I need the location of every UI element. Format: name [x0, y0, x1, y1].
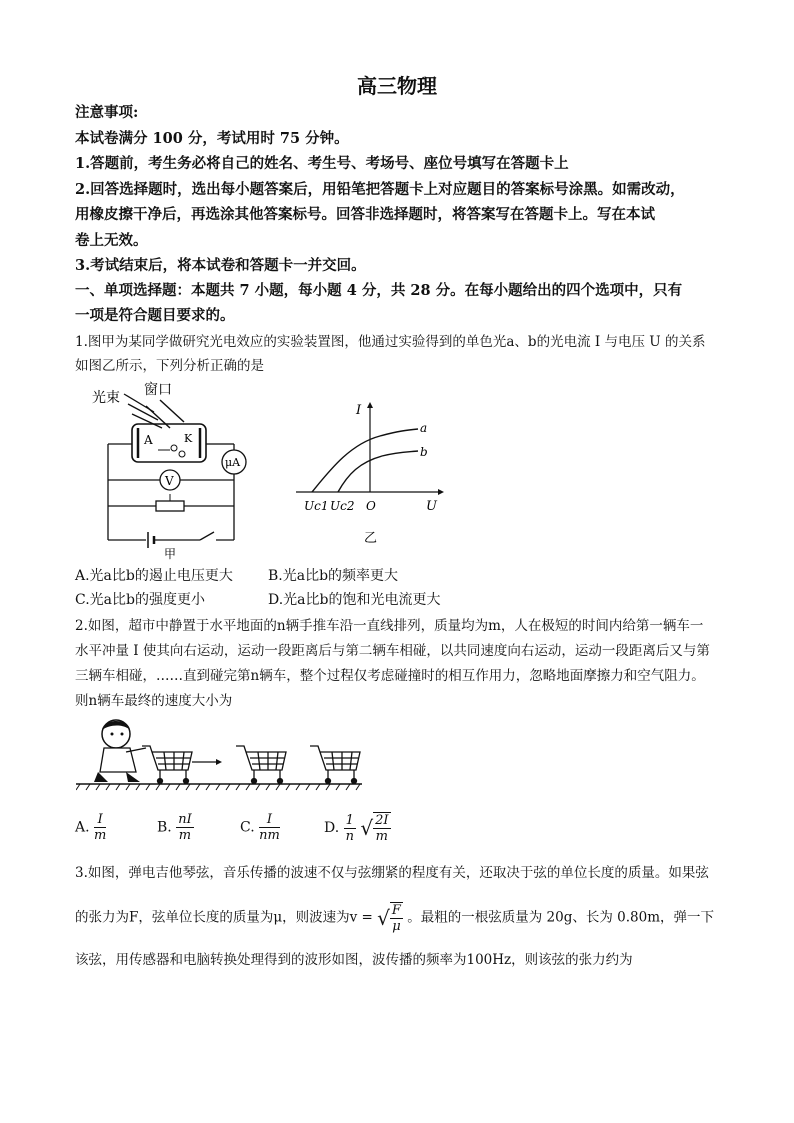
question-text: 的张力为F，弦单位长度的质量为μ，则波速为v = √ $\frac{F}{\mu}$ 。最粗的一根弦质量为 20g、长为 0.80m，弹一下: [75, 903, 715, 934]
question-text: 水平冲量 I 使其向右运动，运动一段距离后与第二辆车相碰，以共同速度向右运动，运动一段距离后又与第: [75, 643, 710, 659]
figure-caption: 甲: [164, 547, 177, 560]
option-c: C. $\frac{I}{nm}$: [240, 812, 280, 843]
notice-line: 卷上无效。: [75, 232, 148, 249]
notice-heading: 注意事项:: [75, 104, 139, 121]
uc2-label: Uc2: [330, 499, 355, 513]
option-a: A.光a比b的遏止电压更大: [75, 568, 233, 584]
figure-caption: 乙: [364, 531, 378, 546]
section-heading: 一、单项选择题：本题共 7 小题，每小题 4 分，共 28 分。在每小题给出的四个选项中，只有: [75, 282, 683, 299]
question-text: 2.如图，超市中静置于水平地面的n辆手推车沿一直线排列，质量均为m，人在极短的时间内给第一辆车一: [75, 618, 704, 634]
option-a: A. $\frac{I}{m}$: [75, 812, 107, 843]
uc1-label: Uc1: [304, 499, 329, 513]
question-text: 则n辆车最终的速度大小为: [75, 693, 233, 709]
option-c: C.光a比b的强度更小: [75, 592, 205, 608]
current-voltage-graph: [290, 400, 450, 550]
curve-a-label: a: [420, 421, 428, 435]
cart-icon: [236, 746, 286, 784]
window-label: 窗口: [144, 382, 172, 398]
ammeter-label: μA: [225, 456, 241, 469]
curve-a: [312, 429, 418, 492]
photoelectric-circuit-figure: [88, 380, 263, 560]
notice-line: 用橡皮擦干净后，再选涂其他答案标号。回答非选择题时，将答案写在答题卡上。写在本试: [75, 206, 655, 223]
page-title: 高三物理: [357, 74, 437, 98]
notice-line: 1.答题前，考生务必将自己的姓名、考生号、考场号、座位号填写在答题卡上: [75, 155, 569, 172]
question-text: 3.如图，弹电吉他琴弦，音乐传播的波速不仅与弦绷紧的程度有关，还取决于弦的单位长度的质量。如果弦: [75, 865, 709, 881]
notice-line: 2.回答选择题时，选出每小题答案后，用铅笔把答题卡上对应题目的答案标号涂黑。如需改动，: [75, 181, 685, 198]
section-heading: 一项是符合题目要求的。: [75, 307, 235, 324]
cathode-label: K: [184, 432, 193, 445]
origin-label: O: [366, 499, 376, 513]
question-text: 三辆车相碰，……直到碰完第n辆车，整个过程仅考虑碰撞时的相互作用力，忽略地面摩擦力和空气阻力。: [75, 668, 705, 684]
anode-label: A: [144, 433, 153, 447]
curve-b-label: b: [420, 445, 428, 459]
y-axis-label: I: [356, 403, 362, 418]
notice-line: 3.考试结束后，将本试卷和答题卡一并交回。: [75, 257, 366, 274]
question-text: 如图乙所示，下列分析正确的是: [75, 358, 264, 374]
beam-label: 光束: [92, 390, 120, 406]
voltmeter-label: V: [165, 474, 174, 488]
person-icon: [94, 720, 146, 782]
question-text: 该弦，用传感器和电脑转换处理得到的波形如图，波传播的频率为100Hz，则该弦的张力约为: [75, 952, 633, 968]
cart-icon: [142, 746, 192, 784]
curve-b: [338, 451, 418, 492]
shopping-cart-figure: [76, 712, 366, 802]
question-text: 1.图甲为某同学做研究光电效应的实验装置图，他通过实验得到的单色光a、b的光电流 I 与电压 U 的关系: [75, 334, 706, 350]
cart-icon: [310, 746, 360, 784]
option-d: D. $\frac{1}{n}$ √ $\frac{2I}{m}$: [324, 812, 389, 844]
notice-line: 本试卷满分 100 分，考试用时 75 分钟。: [75, 130, 349, 147]
option-d: D.光a比b的饱和光电流更大: [268, 592, 441, 608]
x-axis-label: U: [426, 499, 437, 514]
option-b: B.光a比b的频率更大: [268, 568, 399, 584]
option-b: B. $\frac{nI}{m}$: [157, 812, 192, 843]
